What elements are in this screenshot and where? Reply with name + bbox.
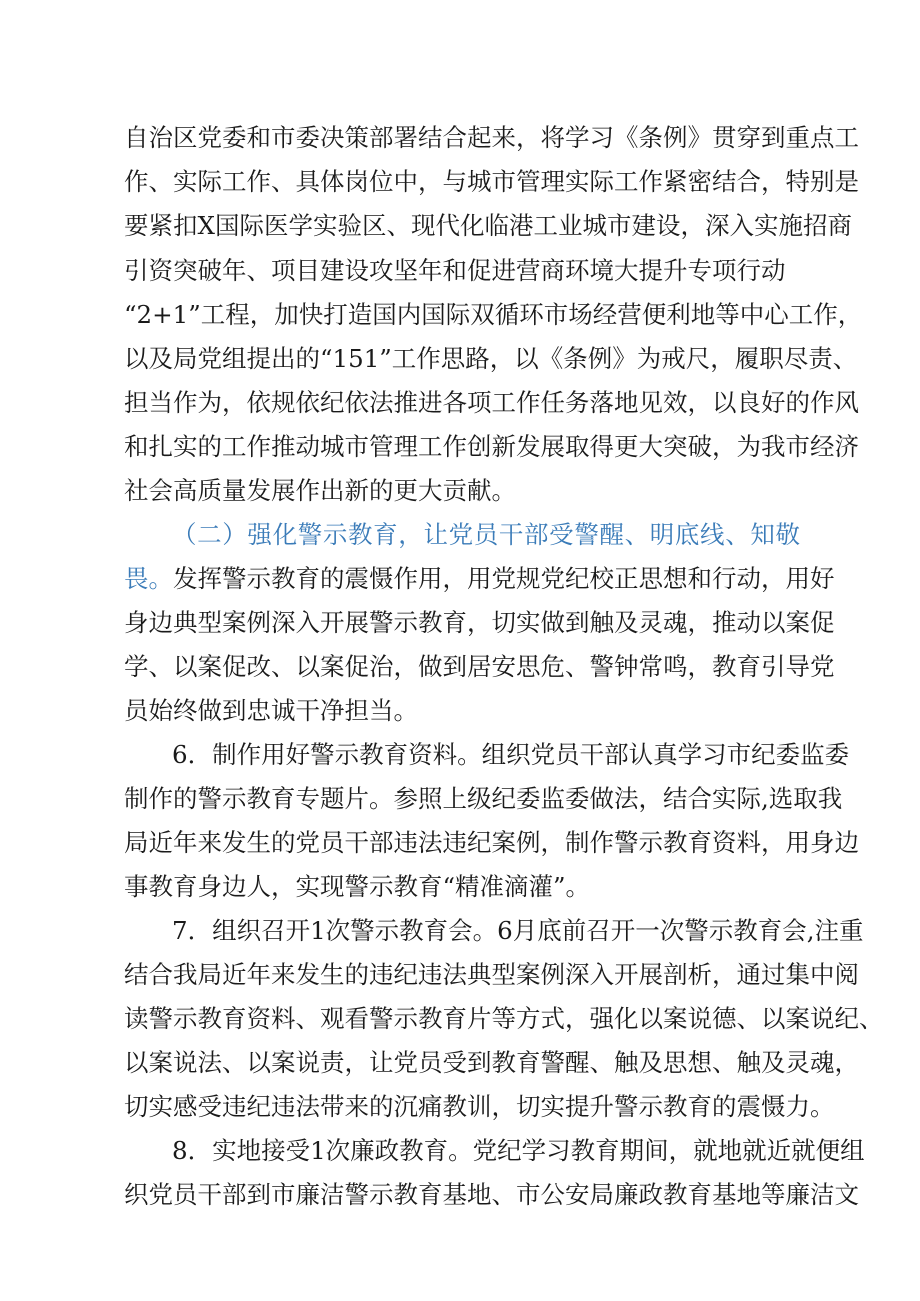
item-6-title: 6．制作用好警示教育资料。组织党员干部认真学习市纪委监委 [172,740,850,769]
section-heading-tail: 畏。 [124,564,173,593]
paragraph-line: 社会高质量发展作出新的更大贡献。 [124,476,516,505]
paragraph-line: 结合我局近年来发生的违纪违法典型案例深入开展剖析，通过集中阅 [124,960,859,989]
paragraph-line: 切实感受违纪违法带来的沉痛教训，切实提升警示教育的震慑力。 [124,1092,835,1121]
paragraph-line: 以案说法、以案说责，让党员受到教育警醒、触及思想、触及灵魂， [124,1048,859,1077]
paragraph-line: 制作的警示教育专题片。参照上级纪委监委做法，结合实际,选取我 [124,784,843,813]
paragraph-line: 和扎实的工作推动城市管理工作创新发展取得更大突破，为我市经济 [124,432,859,461]
section-heading-continued [124,557,835,601]
item-7-title: 7．组织召开1次警示教育会。6月底前召开一次警示教育会,注重 [172,916,864,945]
paragraph-line: 事教育身边人，实现警示教育“精准滴灌”。 [124,872,591,901]
paragraph-line: 织党员干部到市廉洁警示教育基地、市公安局廉政教育基地等廉洁文 [124,1180,859,1209]
paragraph-line: 自治区党委和市委决策部署结合起来，将学习《条例》贯穿到重点工 [124,123,859,152]
section-heading: （二）强化警示教育，让党员干部受警醒、明底线、知敬 [172,520,800,549]
paragraph-line: 以及局党组提出的“151”工作思路，以《条例》为戒尺，履职尽责、 [124,344,858,373]
paragraph-line: 担当作为，依规依纪依法推进各项工作任务落地见效，以良好的作风 [124,388,859,417]
paragraph-line: 引资突破年、项目建设攻坚年和促进营商环境大提升专项行动 [124,256,786,285]
section-body-text: 发挥警示教育的震慑作用，用党规党纪校正思想和行动，用好 [173,564,835,593]
paragraph-line: 学、以案促改、以案促治，做到居安思危、警钟常鸣，教育引导党 [124,652,835,681]
paragraph-line: 局近年来发生的党员干部违法违纪案例，制作警示教育资料，用身边 [124,828,859,857]
paragraph-line: “2+1”工程，加快打造国内国际双循环市场经营便利地等中心工作， [124,300,863,329]
item-8-title: 8．实地接受1次廉政教育。党纪学习教育期间，就地就近就便组 [172,1136,865,1165]
paragraph-line: 读警示教育资料、观看警示教育片等方式，强化以案说德、以案说纪、 [124,1004,884,1033]
paragraph-line: 作、实际工作、具体岗位中，与城市管理实际工作紧密结合，特别是 [124,167,859,196]
paragraph-line: 员始终做到忠诚干净担当。 [124,696,418,725]
paragraph-line: 身边典型案例深入开展警示教育，切实做到触及灵魂，推动以案促 [124,608,835,637]
paragraph-line: 要紧扣X国际医学实验区、现代化临港工业城市建设，深入实施招商 [124,211,852,240]
